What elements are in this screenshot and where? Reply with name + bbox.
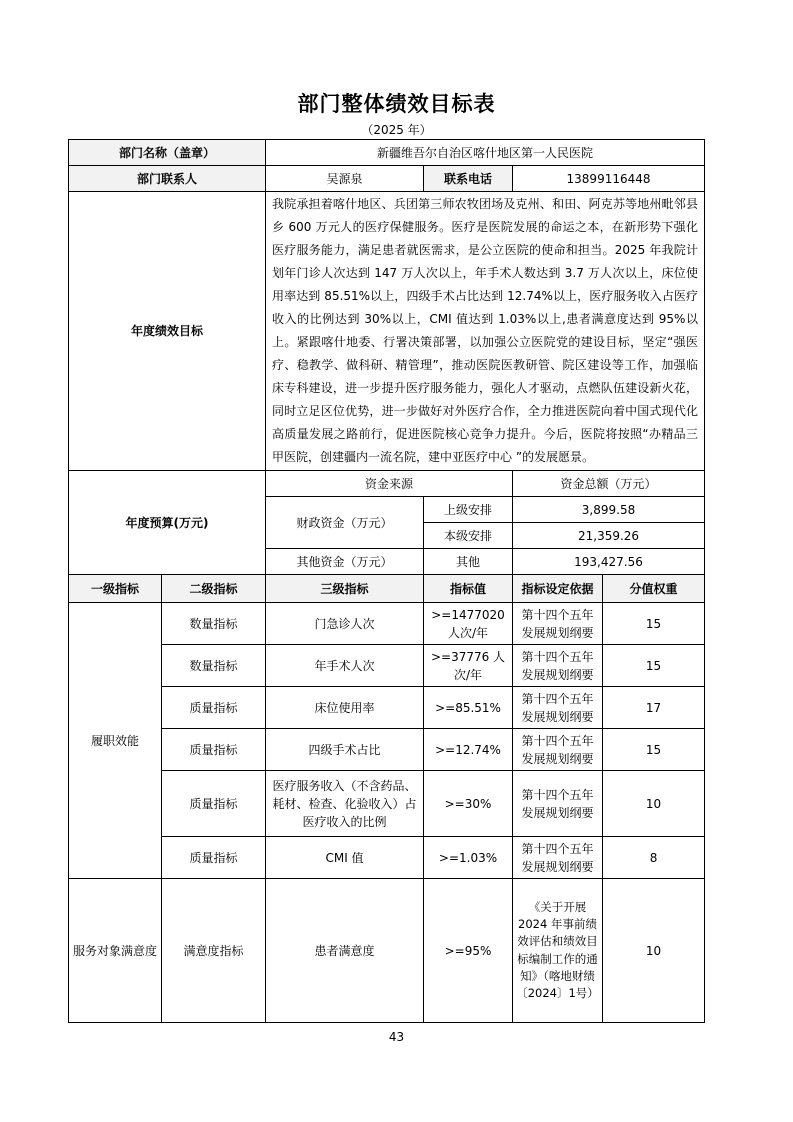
indicator-level3: 四级手术占比 <box>266 729 424 771</box>
indicator-value: >=95% <box>424 879 513 1023</box>
dept-name-value: 新疆维吾尔自治区喀什地区第一人民医院 <box>266 140 705 166</box>
goal-row <box>69 192 705 471</box>
indicator-weight: 15 <box>603 729 705 771</box>
indicator-basis: 第十四个五年发展规划纲要 <box>513 729 603 771</box>
indicator-value: >=37776 人次/年 <box>424 645 513 687</box>
indicator-level2: 质量指标 <box>162 771 266 837</box>
budget-local-value: 21,359.26 <box>513 523 705 549</box>
indicator-level2: 数量指标 <box>162 603 266 645</box>
indicator-basis: 《关于开展 2024 年事前绩效评估和绩效目标编制工作的通知》（喀地财绩〔2024〕1号） <box>513 879 603 1023</box>
header-basis: 指标设定依据 <box>513 575 603 603</box>
satisfaction-label: 服务对象满意度 <box>69 879 162 1023</box>
indicator-weight: 15 <box>603 603 705 645</box>
performance-label: 履职效能 <box>69 603 162 879</box>
budget-source-header: 资金来源 <box>266 471 513 497</box>
indicator-level2: 满意度指标 <box>162 879 266 1023</box>
indicator-header-row <box>69 575 705 603</box>
indicator-level2: 质量指标 <box>162 729 266 771</box>
header-value: 指标值 <box>424 575 513 603</box>
budget-other-value: 193,427.56 <box>513 549 705 575</box>
indicator-level3: 床位使用率 <box>266 687 424 729</box>
table-row <box>69 645 705 687</box>
table-row <box>69 879 705 1023</box>
budget-label: 年度预算(万元) <box>69 471 266 575</box>
page-number: 43 <box>388 1030 405 1044</box>
indicator-level2: 质量指标 <box>162 687 266 729</box>
table-row <box>69 771 705 837</box>
indicator-level3: 门急诊人次 <box>266 603 424 645</box>
indicator-basis: 第十四个五年发展规划纲要 <box>513 771 603 837</box>
indicator-value: >=12.74% <box>424 729 513 771</box>
header-level2: 二级指标 <box>162 575 266 603</box>
table-row <box>69 687 705 729</box>
budget-upper-value: 3,899.58 <box>513 497 705 523</box>
indicator-level3: 年手术人次 <box>266 645 424 687</box>
indicator-level3: CMI 值 <box>266 837 424 879</box>
indicator-basis: 第十四个五年发展规划纲要 <box>513 645 603 687</box>
table-row <box>69 603 705 645</box>
phone-label: 联系电话 <box>424 166 513 192</box>
page-title: 部门整体绩效目标表 <box>297 92 496 116</box>
budget-local-label: 本级安排 <box>424 523 513 549</box>
dept-contact-value: 吴源泉 <box>266 166 424 192</box>
indicator-basis: 第十四个五年发展规划纲要 <box>513 837 603 879</box>
indicator-basis: 第十四个五年发展规划纲要 <box>513 603 603 645</box>
indicator-level2: 数量指标 <box>162 645 266 687</box>
indicator-value: >=85.51% <box>424 687 513 729</box>
indicator-basis: 第十四个五年发展规划纲要 <box>513 687 603 729</box>
performance-target-table <box>68 139 705 1023</box>
dept-contact-label: 部门联系人 <box>69 166 266 192</box>
indicator-weight: 8 <box>603 837 705 879</box>
dept-name-label: 部门名称（盖章） <box>69 140 266 166</box>
budget-fiscal-label: 财政资金（万元） <box>266 497 424 549</box>
header-weight: 分值权重 <box>603 575 705 603</box>
table-row <box>69 837 705 879</box>
table-row <box>69 729 705 771</box>
phone-value: 13899116448 <box>513 166 705 192</box>
indicator-weight: 10 <box>603 771 705 837</box>
indicator-value: >=1.03% <box>424 837 513 879</box>
header-level3: 三级指标 <box>266 575 424 603</box>
budget-total-header: 资金总额（万元） <box>513 471 705 497</box>
indicator-level2: 质量指标 <box>162 837 266 879</box>
indicator-weight: 15 <box>603 645 705 687</box>
indicator-weight: 10 <box>603 879 705 1023</box>
goal-label: 年度绩效目标 <box>69 192 266 471</box>
indicator-value: >=1477020 人次/年 <box>424 603 513 645</box>
header-level1: 一级指标 <box>69 575 162 603</box>
budget-other-sub-label: 其他 <box>424 549 513 575</box>
indicator-weight: 17 <box>603 687 705 729</box>
indicator-level3: 医疗服务收入（不含药品、耗材、检查、化验收入）占医疗收入的比例 <box>266 771 424 837</box>
indicator-value: >=30% <box>424 771 513 837</box>
dept-contact-row <box>69 166 705 192</box>
year-label: （2025 年） <box>361 123 432 137</box>
indicator-level3: 患者满意度 <box>266 879 424 1023</box>
budget-upper-label: 上级安排 <box>424 497 513 523</box>
goal-text: 我院承担着喀什地区、兵团第三师农牧团场及克州、和田、阿克苏等地州毗邻县乡 600 万元人的医疗保健服务。医疗是医院发展的命运之本，在新形势下强化医疗服务能力，满足患者就医需求，是公立医院的使命和担当。2025 年我院计划年门诊人次达到 147 万人次以上，年手术人数达到 3.7 万人次以上，床位使用率达到 85.51%以上，四级手术占比达到 12.74%以上，医疗服务收入占医疗收入的比例达到 30%以上，CMI 值达到 1.03%以上,患者满意度达到 95%以上。紧跟喀什地委、行署决策部署，以加强公立医院党的建设目标，坚定“强医疗、稳教学、做科研、精管理”，推动医院医教研管、院区建设等工作，加强临床专科建设，进一步提升医疗服务能力，强化人才驱动，点燃队伍建设新火花，同时立足区位优势，进一步做好对外医疗合作，全力推进医院向着中国式现代化高质量发展之路前行，促进医院核心竞争力提升。今后，医院将按照“办精品三甲医院，创建疆内一流名院，建中亚医疗中心 ”的发展愿景。 <box>266 192 705 471</box>
budget-header-row <box>69 471 705 497</box>
dept-name-row <box>69 140 705 166</box>
budget-other-label: 其他资金（万元） <box>266 549 424 575</box>
